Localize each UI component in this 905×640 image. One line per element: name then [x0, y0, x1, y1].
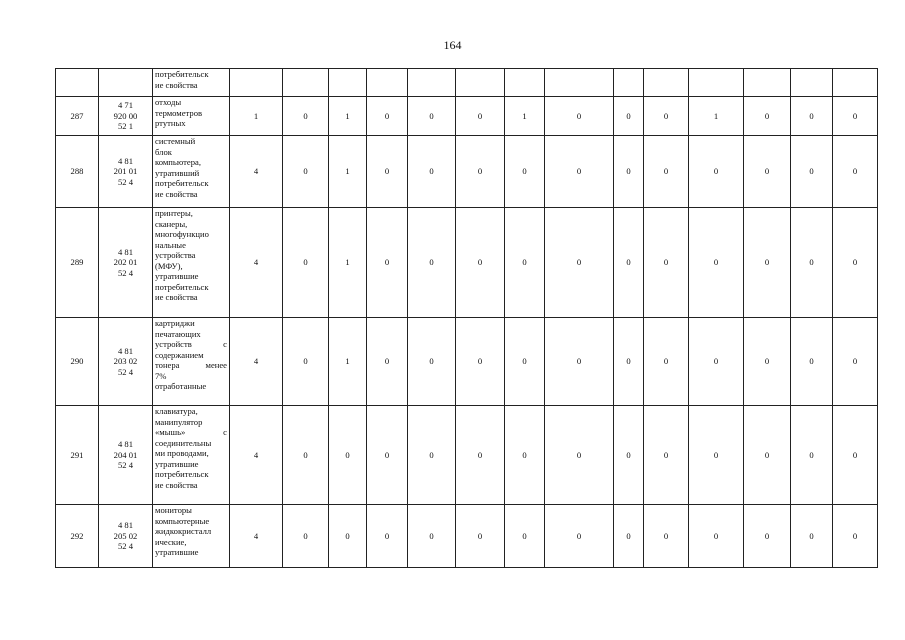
waste-name-line: «мышь» с [155, 427, 227, 437]
value-cell: 4 [230, 318, 283, 406]
value-cell: 0 [744, 505, 791, 568]
waste-code-line: 4 81 [117, 345, 134, 356]
waste-name-cell [153, 505, 230, 568]
waste-name-line: отработанные [155, 381, 207, 391]
waste-code-line: 201 01 [113, 166, 138, 177]
waste-name-cell [153, 97, 230, 136]
value-cell: 0 [545, 136, 614, 208]
value-cell: 0 [545, 97, 614, 136]
value-cell: 0 [505, 505, 545, 568]
table-row [56, 505, 878, 568]
value-cell: 0 [833, 505, 878, 568]
value-cell: 0 [614, 97, 644, 136]
waste-name-line: картриджи [155, 318, 195, 328]
waste-code-cell [99, 406, 153, 505]
value-cell [689, 69, 744, 97]
waste-name-line: сканеры, [155, 218, 188, 229]
value-cell: 0 [505, 406, 545, 505]
waste-name-line: ие свойства [155, 188, 198, 199]
value-cell: 0 [456, 136, 505, 208]
table-row [56, 69, 878, 97]
value-cell: 0 [791, 208, 833, 318]
waste-code-line: 52 4 [117, 267, 134, 278]
waste-name-line: устройства [155, 250, 196, 260]
value-cell: 0 [283, 406, 329, 505]
waste-code-line: 205 02 [113, 530, 138, 541]
value-cell: 0 [744, 406, 791, 505]
value-cell: 0 [791, 318, 833, 406]
waste-name-line: мониторы [155, 505, 192, 515]
waste-name-line: потребительск [155, 178, 209, 188]
value-cell: 0 [614, 208, 644, 318]
waste-name-line: клавиатура, [155, 406, 198, 416]
waste-code-cell [99, 136, 153, 208]
waste-name-line: термометров [155, 107, 203, 118]
value-cell [644, 69, 689, 97]
value-cell: 4 [230, 505, 283, 568]
value-cell: 0 [408, 136, 456, 208]
value-cell: 1 [329, 318, 367, 406]
value-cell: 0 [614, 318, 644, 406]
value-cell [230, 69, 283, 97]
waste-name-line: блок [155, 146, 172, 157]
value-cell: 0 [545, 208, 614, 318]
value-cell: 0 [456, 208, 505, 318]
value-cell: 0 [744, 318, 791, 406]
waste-name-line: потребительск [155, 69, 209, 79]
value-cell: 0 [408, 97, 456, 136]
waste-code-cell [99, 505, 153, 568]
value-cell: 0 [545, 406, 614, 505]
waste-name-line: утратившие [155, 458, 199, 469]
table-row [56, 97, 878, 136]
row-number-cell: 291 [56, 406, 99, 505]
waste-name-line: содержанием [155, 349, 204, 360]
value-cell: 0 [744, 97, 791, 136]
value-cell: 0 [791, 505, 833, 568]
waste-code-line: 202 01 [113, 257, 138, 268]
waste-code-cell [99, 318, 153, 406]
value-cell: 0 [505, 318, 545, 406]
waste-name-line: жидкокристалл [155, 526, 212, 536]
table-row [56, 318, 878, 406]
value-cell: 0 [689, 505, 744, 568]
waste-code-cell [99, 69, 153, 97]
value-cell: 0 [367, 208, 408, 318]
value-cell: 0 [744, 136, 791, 208]
row-number-cell: 292 [56, 505, 99, 568]
value-cell: 0 [644, 505, 689, 568]
value-cell: 0 [644, 136, 689, 208]
value-cell [545, 69, 614, 97]
waste-code-line: 203 02 [113, 356, 138, 367]
value-cell: 1 [505, 97, 545, 136]
waste-name-line: отходы [155, 97, 182, 107]
row-number-cell: 290 [56, 318, 99, 406]
value-cell: 0 [791, 406, 833, 505]
value-cell: 0 [644, 97, 689, 136]
waste-name-cell [153, 406, 230, 505]
table-row [56, 208, 878, 318]
page-number: 164 [443, 38, 462, 52]
waste-code-line: 4 81 [117, 520, 134, 531]
waste-code-cell [99, 208, 153, 318]
value-cell [329, 69, 367, 97]
waste-code-line: 4 81 [117, 155, 134, 166]
value-cell: 1 [329, 97, 367, 136]
row-number-cell [56, 69, 99, 97]
waste-code-line: 920 00 [113, 110, 138, 121]
waste-name-line: нальные [155, 239, 186, 250]
value-cell: 0 [367, 97, 408, 136]
waste-code-cell [99, 97, 153, 136]
waste-name-line: потребительск [155, 281, 209, 292]
waste-table [55, 68, 878, 568]
value-cell: 0 [689, 318, 744, 406]
value-cell [283, 69, 329, 97]
value-cell: 1 [329, 136, 367, 208]
value-cell: 1 [329, 208, 367, 318]
value-cell: 4 [230, 208, 283, 318]
value-cell [833, 69, 878, 97]
table-row [56, 406, 878, 505]
value-cell: 0 [408, 505, 456, 568]
value-cell: 0 [833, 318, 878, 406]
waste-code-line: 52 4 [117, 541, 134, 552]
value-cell: 0 [283, 208, 329, 318]
waste-name-line: утративший [155, 167, 200, 178]
waste-name-cell [153, 69, 230, 97]
waste-name-line: системный [155, 136, 196, 146]
value-cell: 0 [329, 406, 367, 505]
waste-code-line: 4 71 [117, 100, 134, 111]
waste-name-line: утратившие [155, 271, 199, 281]
value-cell: 0 [833, 208, 878, 318]
value-cell: 0 [283, 136, 329, 208]
row-number-cell: 289 [56, 208, 99, 318]
value-cell: 0 [408, 406, 456, 505]
value-cell: 0 [367, 505, 408, 568]
value-cell: 0 [456, 318, 505, 406]
waste-name-line: ические, [155, 536, 187, 547]
value-cell: 0 [456, 406, 505, 505]
value-cell: 0 [614, 136, 644, 208]
waste-name-cell [153, 208, 230, 318]
waste-code-line: 52 4 [117, 176, 134, 187]
table-row [56, 136, 878, 208]
value-cell [614, 69, 644, 97]
waste-name-cell [153, 318, 230, 406]
waste-name-line: соединительны [155, 437, 212, 448]
value-cell: 0 [456, 97, 505, 136]
waste-name-line: принтеры, [155, 208, 193, 218]
waste-code-line: 52 4 [117, 366, 134, 377]
value-cell: 0 [283, 318, 329, 406]
waste-name-line: устройств с [155, 339, 227, 349]
waste-code-line: 4 81 [117, 246, 134, 257]
waste-name-line: манипулятор [155, 416, 203, 427]
value-cell: 0 [367, 318, 408, 406]
value-cell: 0 [791, 97, 833, 136]
value-cell: 0 [545, 318, 614, 406]
value-cell: 0 [329, 505, 367, 568]
waste-name-line: ие свойства [155, 292, 198, 302]
value-cell: 0 [283, 97, 329, 136]
value-cell: 0 [505, 208, 545, 318]
row-number-cell: 288 [56, 136, 99, 208]
value-cell [744, 69, 791, 97]
value-cell: 0 [833, 406, 878, 505]
value-cell: 0 [744, 208, 791, 318]
waste-name-line: компьютера, [155, 157, 201, 167]
value-cell: 1 [689, 97, 744, 136]
value-cell [367, 69, 408, 97]
value-cell [408, 69, 456, 97]
waste-name-line: (МФУ), [155, 260, 183, 271]
value-cell: 0 [505, 136, 545, 208]
value-cell [456, 69, 505, 97]
value-cell: 0 [833, 97, 878, 136]
waste-name-line: утратившие [155, 547, 199, 557]
value-cell: 0 [614, 505, 644, 568]
row-number-cell: 287 [56, 97, 99, 136]
waste-name-line: ие свойства [155, 79, 198, 90]
waste-code-line: 52 1 [117, 121, 134, 132]
value-cell: 0 [833, 136, 878, 208]
value-cell: 0 [408, 318, 456, 406]
value-cell: 0 [283, 505, 329, 568]
value-cell: 1 [230, 97, 283, 136]
waste-name-line: тонера менее [155, 360, 227, 370]
value-cell: 0 [689, 208, 744, 318]
waste-name-line: ие свойства [155, 479, 198, 490]
waste-name-line: потребительск [155, 469, 209, 479]
value-cell: 0 [644, 406, 689, 505]
waste-code-line: 4 81 [117, 439, 134, 450]
waste-name-line: ртутных [155, 118, 186, 128]
value-cell: 0 [644, 208, 689, 318]
waste-name-line: многофункцио [155, 229, 209, 239]
value-cell: 0 [689, 406, 744, 505]
table-body [56, 69, 878, 568]
waste-code-line: 52 4 [117, 460, 134, 471]
waste-name-line: компьютерные [155, 515, 210, 526]
value-cell: 4 [230, 406, 283, 505]
waste-code-line: 204 01 [113, 449, 138, 460]
waste-name-cell [153, 136, 230, 208]
value-cell [505, 69, 545, 97]
value-cell: 0 [545, 505, 614, 568]
value-cell: 0 [689, 136, 744, 208]
value-cell: 4 [230, 136, 283, 208]
value-cell: 0 [614, 406, 644, 505]
value-cell: 0 [367, 406, 408, 505]
waste-name-line: печатающих [155, 328, 201, 339]
value-cell: 0 [644, 318, 689, 406]
value-cell [791, 69, 833, 97]
value-cell: 0 [367, 136, 408, 208]
value-cell: 0 [408, 208, 456, 318]
waste-name-line: 7% [155, 370, 167, 381]
value-cell: 0 [791, 136, 833, 208]
waste-name-line: ми проводами, [155, 448, 209, 458]
value-cell: 0 [456, 505, 505, 568]
